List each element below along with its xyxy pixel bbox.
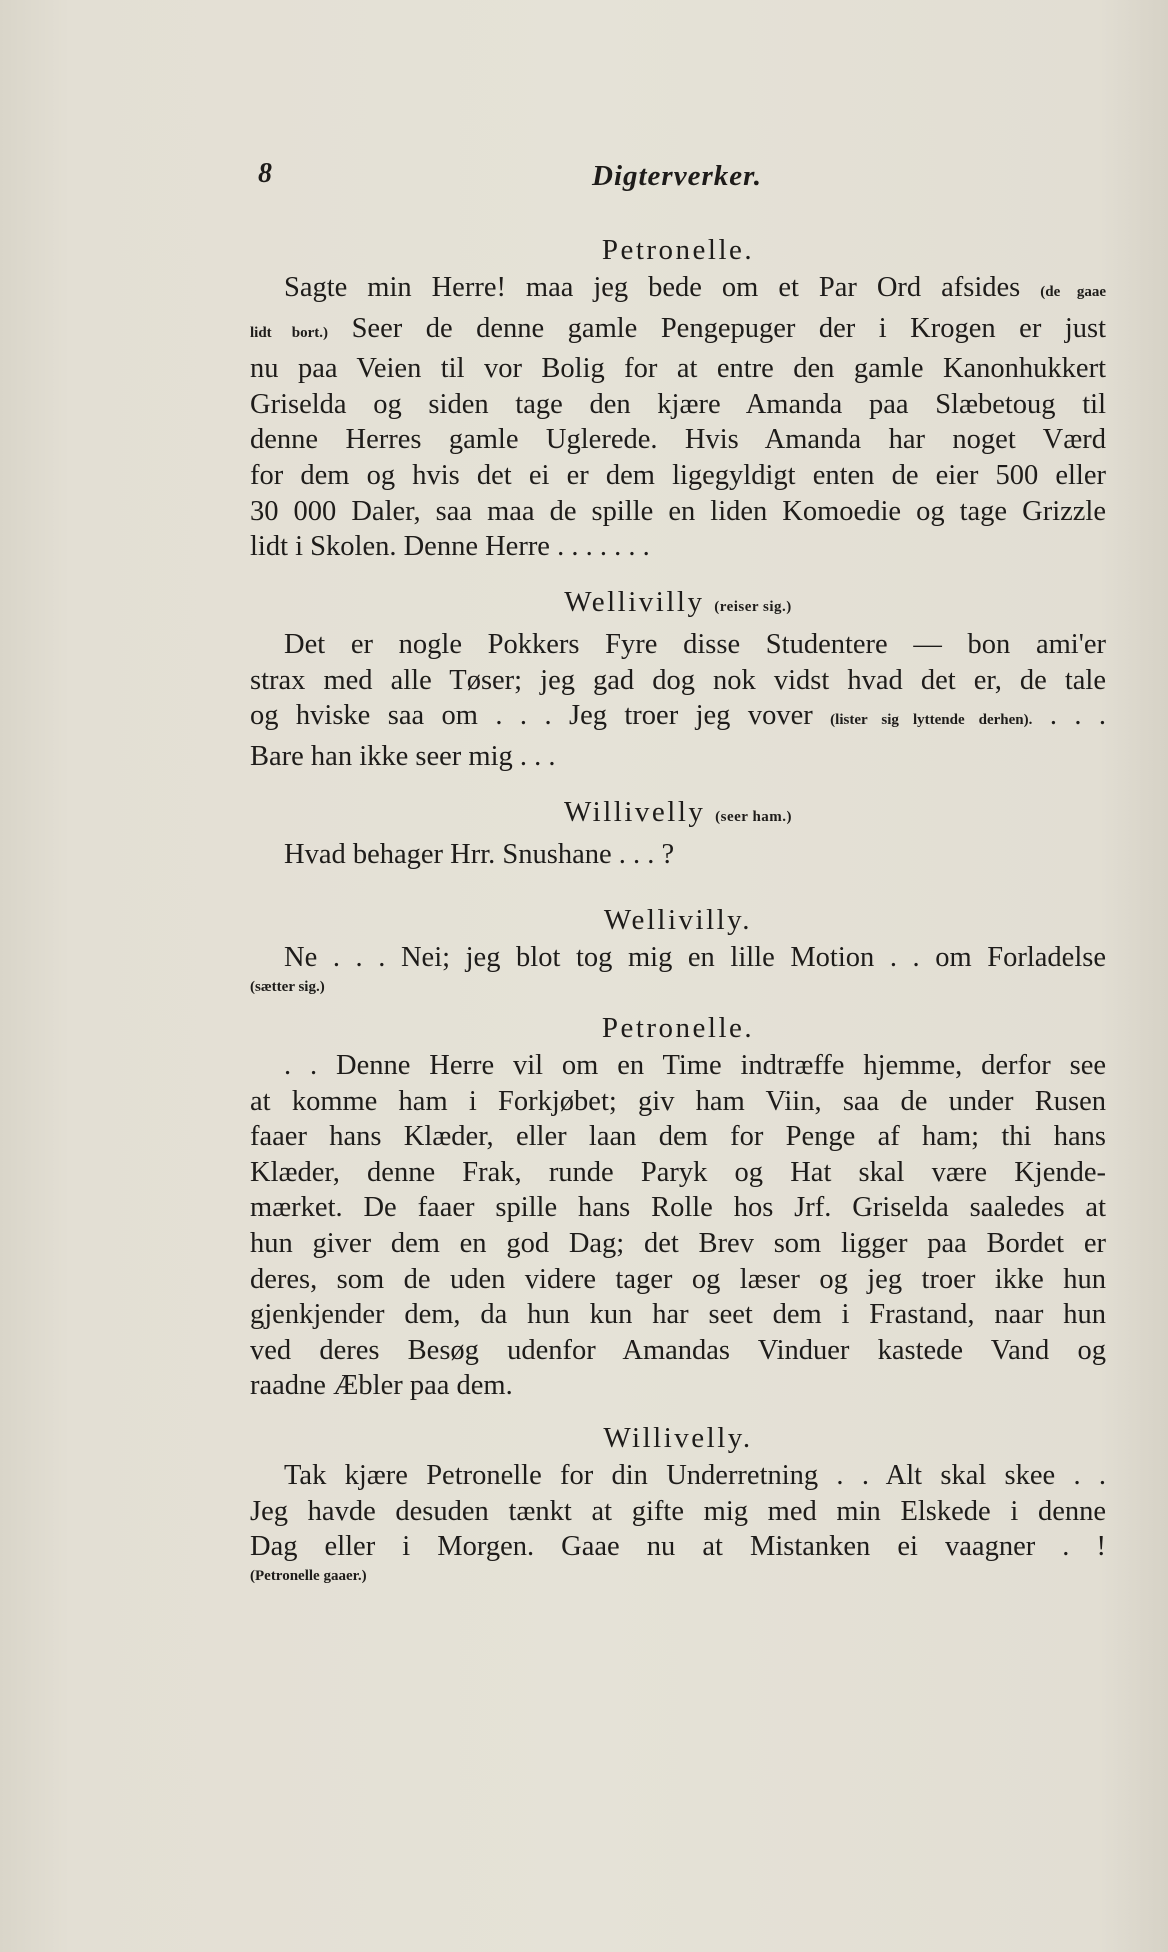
speaker-name: Willivelly.	[603, 1422, 753, 1454]
speaker-name: Petronelle.	[601, 234, 755, 266]
speech-text	[250, 837, 1106, 873]
stage-direction: (lister sig lyttende derhen).	[830, 712, 1033, 729]
text-line: . . Denne Herre vil om en Time indtræffe hjemme, derfor see	[284, 1050, 1106, 1081]
text-line: Klæder, denne Frak, runde Paryk og Hat skal være Kjende-	[250, 1156, 1106, 1188]
speaker-name: Wellivilly.	[603, 904, 753, 936]
text-line: ved deres Besøg udenfor Amandas Vinduer kastede Vand og	[250, 1334, 1106, 1366]
text-line: 30 000 Daler, saa maa de spille en liden Komoedie og tage Grizzle	[250, 495, 1106, 527]
text-line: raadne Æbler paa dem.	[250, 1370, 513, 1402]
speech-block-petronelle-2	[250, 1010, 1106, 1404]
page-number: 8	[258, 158, 272, 189]
speech-block-wellivilly-2	[250, 902, 1106, 998]
speaker-name: Willivelly	[563, 796, 706, 828]
text-line: Bare han ikke seer mig . . .	[250, 740, 556, 772]
speech-text	[250, 940, 1106, 998]
speech-block-willivelly-1	[250, 794, 1106, 873]
text-line: Griselda og siden tage den kjære Amanda paa Slæbetoug til	[250, 388, 1106, 420]
speaker-heading	[250, 584, 1106, 625]
stage-direction: (seer ham.)	[715, 809, 793, 825]
speech-text	[250, 270, 1106, 565]
text-line: Tak kjære Petronelle for din Underretning . . Alt skal skee . .	[284, 1460, 1106, 1491]
running-title: Digterverker.	[592, 160, 763, 192]
text-line: Det er nogle Pokkers Fyre disse Studentere — bon ami'er	[284, 629, 1106, 660]
stage-direction: (sætter sig.)	[250, 978, 325, 995]
speech-block-petronelle-1	[250, 232, 1106, 565]
text-line: Ne . . . Nei; jeg blot tog mig en lille Motion . . om Forladelse	[284, 942, 1106, 973]
text-line: at komme ham i Forkjøbet; giv ham Viin, saa de under Rusen	[250, 1085, 1106, 1117]
text-line: gjenkjender dem, da hun kun har seet dem i Frastand, naar hun	[250, 1299, 1106, 1331]
speech-text	[250, 627, 1106, 774]
text-line: nu paa Veien til vor Bolig for at entre den gamle Kanonhukkert	[250, 353, 1106, 385]
speaker-name: Petronelle.	[601, 1012, 755, 1044]
text-line: Dag eller i Morgen. Gaae nu at Mistanken ei vaagner . !	[250, 1531, 1106, 1563]
text-line: for dem og hvis det ei er dem ligegyldigt enten de eier 500 eller	[250, 459, 1106, 491]
stage-direction: lidt bort.)	[250, 324, 329, 341]
text-line: mærket. De faaer spille hans Rolle hos Jrf. Griselda saaledes at	[250, 1192, 1106, 1224]
text-line: strax med alle Tøser; jeg gad dog nok vidst hvad det er, de tale	[250, 664, 1106, 696]
stage-direction: (de gaae	[1040, 284, 1107, 300]
speech-text	[250, 1048, 1106, 1404]
text-line: Sagte min Herre! maa jeg bede om et Par Ord afsides (de gaae	[284, 272, 1107, 303]
stage-direction: (reiser sig.)	[714, 599, 792, 615]
speaker-heading	[250, 794, 1106, 835]
text-line: hun giver dem en god Dag; det Brev som ligger paa Bordet er	[250, 1227, 1106, 1259]
speech-block-willivelly-2	[250, 1420, 1106, 1587]
speech-text	[250, 1458, 1106, 1587]
text-line: denne Herres gamle Uglerede. Hvis Amanda har noget Værd	[250, 424, 1106, 456]
text-line: og hviske saa om . . . Jeg troer jeg vover (lister sig lyttende derhen). . . .	[250, 700, 1107, 732]
text-line: lidt i Skolen. Denne Herre . . . . . . .	[250, 531, 650, 563]
text-line: lidt bort.) Seer de denne gamle Pengepuger der i Krogen er just	[250, 312, 1106, 344]
text-line: faaer hans Klæder, eller laan dem for Penge af ham; thi hans	[250, 1121, 1106, 1153]
text-line: deres, som de uden videre tager og læser og jeg troer ikke hun	[250, 1263, 1106, 1295]
text-line: Hvad behager Hrr. Snushane . . . ?	[284, 839, 675, 870]
stage-direction: (Petronelle gaaer.)	[250, 1567, 367, 1584]
text-line: Jeg havde desuden tænkt at gifte mig med min Elskede i denne	[250, 1495, 1106, 1527]
speech-block-wellivilly-1	[250, 584, 1106, 774]
speaker-name: Wellivilly	[564, 586, 705, 618]
